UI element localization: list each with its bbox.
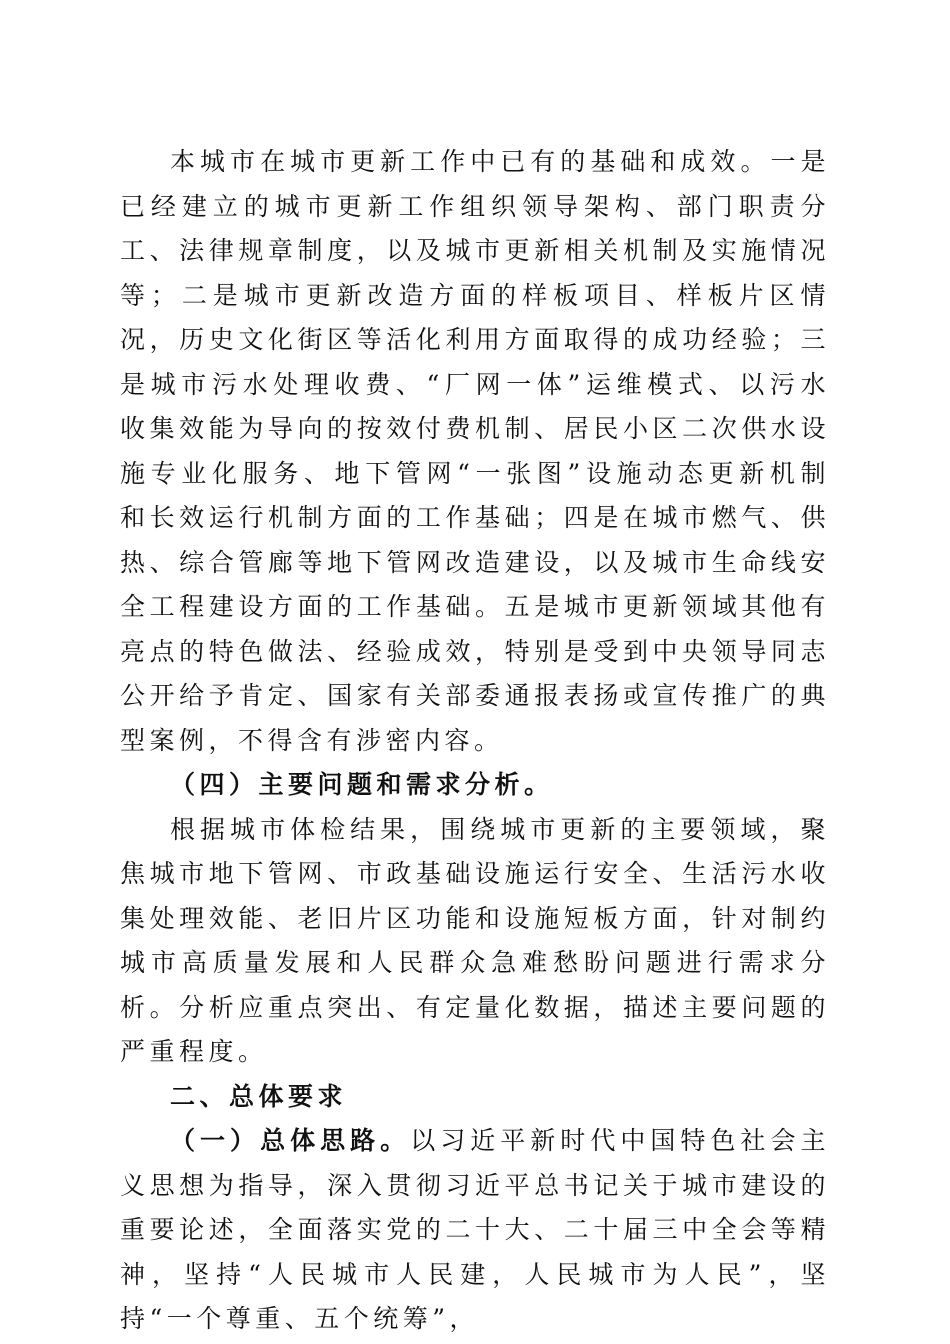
paragraph-overall-approach [120,1119,830,1342]
overall-approach-lead: （一）总体思路。 [170,1126,411,1155]
document-page [120,140,830,1342]
paragraph-achievements: 本城市在城市更新工作中已有的基础和成效。一是已经建立的城市更新工作组织领导架构、部门职责分工、法律规章制度，以及城市更新相关机制及实施情况等；二是城市更新改造方面的样板项目、样板片区情况，历史文化街区等活化利用方面取得的成功经验；三是城市污水处理收费、“厂网一体”运维模式、以污水收集效能为导向的按效付费机制、居民小区二次供水设施专业化服务、地下管网“一张图”设施动态更新机制和长效运行机制方面的工作基础；四是在城市燃气、供热、综合管廊等地下管网改造建设，以及城市生命线安全工程建设方面的工作基础。五是城市更新领域其他有亮点的特色做法、经验成效，特别是受到中央领导同志公开给予肯定、国家有关部委通报表扬或宣传推广的典型案例，不得含有涉密内容。 [120,147,830,755]
overall-approach-text: 以习近平新时代中国特色社会主义思想为指导，深入贯彻习近平总书记关于城市建设的重要论述，全面落实党的二十大、二十届三中全会等精神，坚持“人民城市人民建，人民城市为人民”，坚持“一个尊重、五个统筹”， [120,1126,830,1333]
section-heading-overall-requirements: 二、总体要求 [170,1081,348,1111]
paragraph-problems-analysis: 根据城市体检结果，围绕城市更新的主要领域，聚焦城市地下管网、市政基础设施运行安全、生活污水收集处理效能、老旧片区功能和设施短板方面，针对制约城市高质量发展和人民群众急难愁盼问题进行需求分析。分析应重点突出、有定量化数据，描述主要问题的严重程度。 [120,814,830,1066]
section-heading-problems: （四）主要问题和需求分析。 [170,770,554,799]
